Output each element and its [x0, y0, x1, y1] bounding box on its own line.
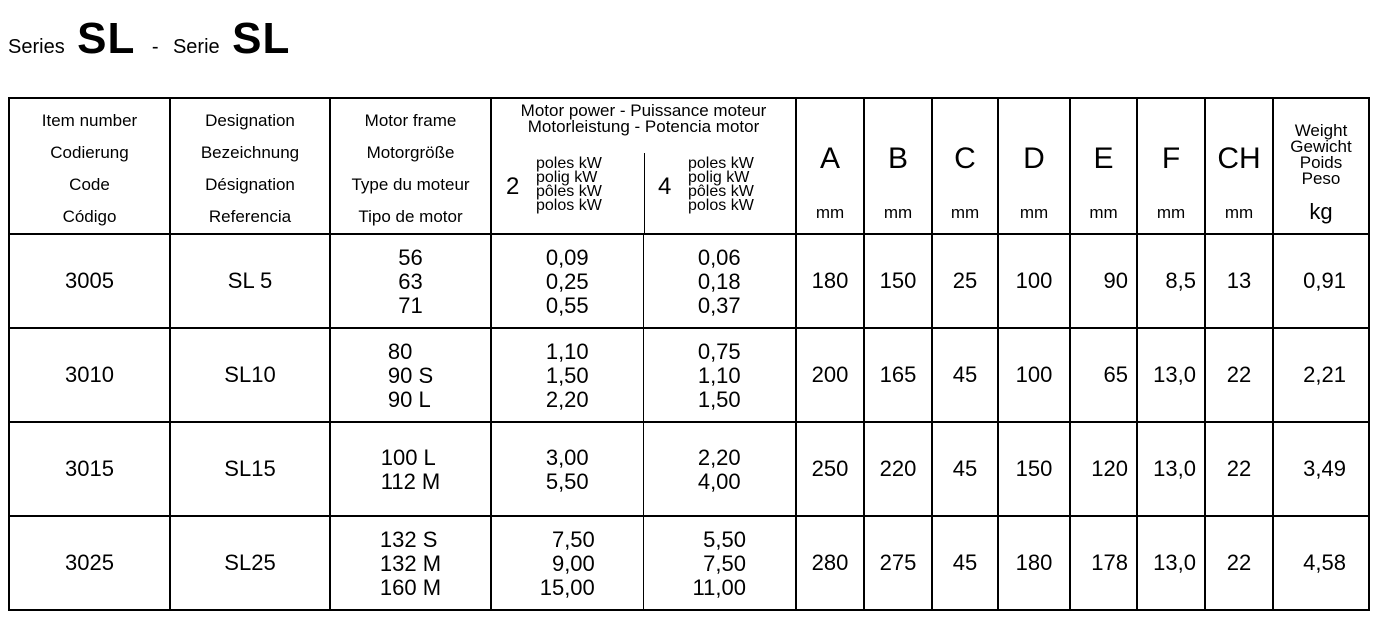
power-4-poles-cell-value: 4,00	[697, 468, 741, 494]
power-2-poles-cell-value: 0,55	[545, 292, 589, 318]
dim-c-cell: 45	[932, 516, 998, 610]
dim-a-cell: 280	[796, 516, 864, 610]
spec-table	[8, 97, 1370, 611]
designation-cell: SL 5	[170, 234, 330, 328]
power-2-poles-cell-value: 7,50	[551, 526, 595, 552]
motor-frame-cell-value: 132 S	[379, 526, 438, 552]
dim-f-cell: 8,5	[1137, 234, 1205, 328]
power-4-poles-cell-value: 0,18	[697, 268, 741, 294]
dim-d-cell: 150	[998, 422, 1070, 516]
dim-a-cell: 180	[796, 234, 864, 328]
dim-f-cell: 13,0	[1137, 516, 1205, 610]
dim-ch-cell: 13	[1205, 234, 1273, 328]
dim-e-cell: 178	[1070, 516, 1137, 610]
dim-b-cell: 150	[864, 234, 932, 328]
item-code-cell: 3015	[9, 422, 170, 516]
power-2-poles-cell	[491, 234, 643, 328]
motor-frame-cell	[330, 422, 491, 516]
header-dim-d: D mm	[998, 98, 1070, 234]
power-4-poles-cell-value: 0,75	[697, 338, 741, 364]
power-4-poles-cell-value: 0,06	[697, 244, 741, 270]
power-2-poles-cell	[491, 516, 643, 610]
motor-frame-cell-value: 112 M	[380, 468, 441, 494]
motor-frame-cell	[330, 516, 491, 610]
power-title: Motor power - Puissance moteur Motorleistung - Potencia motor	[520, 101, 767, 136]
power-2-poles-cell-value: 3,00	[545, 444, 589, 470]
title-series-fr: Serie	[172, 36, 220, 58]
power-2-poles-cell-value: 9,00	[551, 550, 595, 576]
header-dim-c: C mm	[932, 98, 998, 234]
dim-f-cell: 13,0	[1137, 422, 1205, 516]
motor-frame-cell-value: 132 M	[379, 550, 442, 576]
power-4-poles-cell-value: 7,50	[703, 550, 746, 576]
power-4-poles-cell	[643, 516, 796, 610]
dim-f-cell: 13,0	[1137, 328, 1205, 422]
motor-frame-cell-value: 160 M	[379, 574, 442, 600]
title-series-code-2: SL	[232, 14, 291, 63]
header-weight: Weight Gewicht Poids Peso kg	[1273, 98, 1369, 234]
power-2-poles-cell	[491, 328, 643, 422]
header-item-number: Item number Codierung Code Código	[9, 98, 170, 234]
dim-e-cell: 65	[1070, 328, 1137, 422]
item-code-cell: 3010	[9, 328, 170, 422]
power-4-poles-cell-value: 1,50	[697, 386, 741, 412]
power-4-poles-cell-value: 1,10	[697, 362, 741, 388]
table-row	[9, 516, 1369, 610]
table-row	[9, 234, 1369, 328]
power-2-poles-cell-value: 0,09	[545, 244, 589, 270]
designation-cell: SL25	[170, 516, 330, 610]
dim-d-cell: 180	[998, 516, 1070, 610]
dim-b-cell: 275	[864, 516, 932, 610]
designation-cell: SL10	[170, 328, 330, 422]
page-title	[8, 14, 290, 64]
header-dim-e: E mm	[1070, 98, 1137, 234]
dim-c-cell: 25	[932, 234, 998, 328]
power-4-poles-cell-value: 2,20	[697, 444, 741, 470]
dim-ch-cell: 22	[1205, 422, 1273, 516]
dim-ch-cell: 22	[1205, 328, 1273, 422]
dim-c-cell: 45	[932, 422, 998, 516]
header-dim-ch: CH mm	[1205, 98, 1273, 234]
title-series-code: SL	[77, 14, 136, 63]
dim-a-cell: 250	[796, 422, 864, 516]
motor-frame-cell-value: 56	[398, 244, 423, 270]
motor-frame-cell-value: 80	[387, 338, 413, 364]
dim-d-cell: 100	[998, 234, 1070, 328]
dim-c-cell: 45	[932, 328, 998, 422]
title-separator: -	[151, 36, 159, 58]
weight-cell: 4,58	[1273, 516, 1369, 610]
motor-frame-cell-value: 100 L	[380, 444, 436, 470]
motor-frame-cell-value: 63	[398, 268, 423, 294]
power-4-poles-cell-value: 0,37	[697, 292, 741, 318]
power-4-poles-cell-value: 5,50	[703, 526, 746, 552]
weight-cell: 0,91	[1273, 234, 1369, 328]
weight-cell: 2,21	[1273, 328, 1369, 422]
motor-frame-cell-value: 90 S	[387, 362, 434, 388]
power-4-poles-cell	[643, 234, 796, 328]
power-2-poles-cell-value: 0,25	[545, 268, 589, 294]
dim-d-cell: 100	[998, 328, 1070, 422]
designation-cell: SL15	[170, 422, 330, 516]
dim-e-cell: 120	[1070, 422, 1137, 516]
power-4-poles-cell-value: 11,00	[692, 574, 746, 600]
motor-frame-cell-value: 90 L	[387, 386, 431, 412]
power-2-poles-cell-value: 1,10	[545, 338, 589, 364]
header-row	[9, 98, 1369, 234]
table-row	[9, 328, 1369, 422]
power-2-poles-cell-value: 1,50	[545, 362, 589, 388]
header-motor-frame: Motor frame Motorgröße Type du moteur Tipo de motor	[330, 98, 491, 234]
poles-divider	[644, 153, 645, 234]
power-4-poles-cell	[643, 422, 796, 516]
motor-frame-cell	[330, 328, 491, 422]
motor-frame-cell	[330, 234, 491, 328]
header-dim-f: F mm	[1137, 98, 1205, 234]
power-2-poles-cell-value: 5,50	[545, 468, 589, 494]
table-row	[9, 422, 1369, 516]
power-2-poles-cell	[491, 422, 643, 516]
motor-frame-cell-value: 71	[398, 292, 423, 318]
item-code-cell: 3025	[9, 516, 170, 610]
header-designation: Designation Bezeichnung Désignation Referencia	[170, 98, 330, 234]
header-dim-b: B mm	[864, 98, 932, 234]
title-series-en: Series	[8, 36, 65, 58]
dim-ch-cell: 22	[1205, 516, 1273, 610]
dim-b-cell: 165	[864, 328, 932, 422]
power-2-poles-cell-value: 2,20	[545, 386, 589, 412]
dim-b-cell: 220	[864, 422, 932, 516]
header-motor-power: Motor power - Puissance moteur Motorleistung - Potencia motor 2 poles kW polig kW pôles kW polos kW 4 poles kW polig kW pôles kW polos kW	[491, 98, 796, 234]
header-dim-a: A mm	[796, 98, 864, 234]
power-2-poles-cell-value: 15,00	[539, 574, 595, 600]
dim-e-cell: 90	[1070, 234, 1137, 328]
item-code-cell: 3005	[9, 234, 170, 328]
dim-a-cell: 200	[796, 328, 864, 422]
weight-cell: 3,49	[1273, 422, 1369, 516]
power-4-poles-cell	[643, 328, 796, 422]
